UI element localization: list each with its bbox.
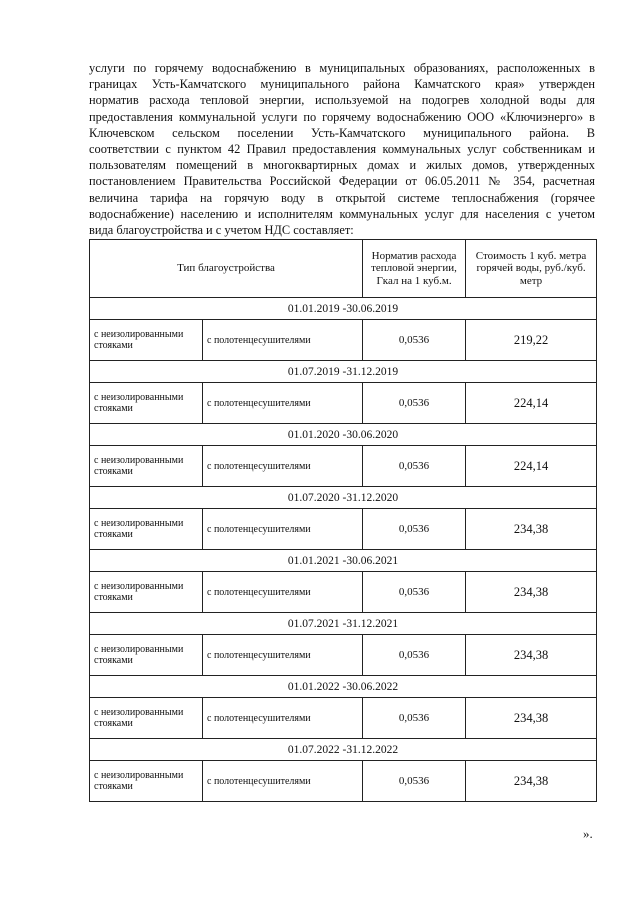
table-header-row: [90, 240, 597, 298]
riser-type-cell: с неизолированными стояками: [90, 446, 203, 487]
header-type-cell: Тип благоустройства: [90, 240, 363, 298]
norm-cell: 0,0536: [363, 635, 466, 676]
price-cell: 234,38: [466, 761, 597, 802]
price-cell: 234,38: [466, 572, 597, 613]
period-row: [90, 676, 597, 698]
period-row: [90, 424, 597, 446]
table-row: [90, 761, 597, 802]
period-cell: 01.01.2021 -30.06.2021: [90, 550, 597, 572]
period-row: [90, 298, 597, 320]
table-row: [90, 320, 597, 361]
norm-cell: 0,0536: [363, 761, 466, 802]
paragraph-line: величина тарифа на горячую воду в открытой системе теплоснабжения (горячее: [89, 190, 595, 205]
towel-dryer-cell: с полотенцесушителями: [203, 572, 363, 613]
norm-cell: 0,0536: [363, 446, 466, 487]
towel-dryer-cell: с полотенцесушителями: [203, 698, 363, 739]
table-row: [90, 383, 597, 424]
riser-type-cell: с неизолированными стояками: [90, 572, 203, 613]
closing-quote: ».: [583, 826, 593, 841]
paragraph-line: соответствии с пунктом 42 Правил предоставления коммунальных услуг собственникам и: [89, 142, 595, 157]
price-cell: 234,38: [466, 698, 597, 739]
paragraph-line: постановлением Правительства Российской Федерации от 06.05.2011 № 354, расчетная: [89, 174, 595, 189]
table-row: [90, 635, 597, 676]
period-cell: 01.07.2019 -31.12.2019: [90, 361, 597, 383]
paragraph-line: водоснабжение) населению и исполнителям коммунальных услуг для населения с учетом: [89, 206, 595, 221]
towel-dryer-cell: с полотенцесушителями: [203, 446, 363, 487]
price-cell: 224,14: [466, 446, 597, 487]
period-row: [90, 487, 597, 509]
paragraph-line: предоставления коммунальной услуги по горячему водоснабжению ООО «Ключиэнерго» в: [89, 109, 595, 124]
paragraph-line: границах Усть-Камчатского муниципального района Камчатского края» утвержден: [89, 77, 595, 92]
riser-type-cell: с неизолированными стояками: [90, 761, 203, 802]
period-cell: 01.01.2022 -30.06.2022: [90, 676, 597, 698]
riser-type-cell: с неизолированными стояками: [90, 383, 203, 424]
norm-cell: 0,0536: [363, 320, 466, 361]
towel-dryer-cell: с полотенцесушителями: [203, 320, 363, 361]
price-cell: 219,22: [466, 320, 597, 361]
riser-type-cell: с неизолированными стояками: [90, 698, 203, 739]
paragraph-line: пользователям помещений в многоквартирных домах и жилых домов, утвержденных: [89, 158, 595, 173]
period-row: [90, 613, 597, 635]
norm-cell: 0,0536: [363, 572, 466, 613]
price-cell: 234,38: [466, 635, 597, 676]
table-row: [90, 446, 597, 487]
towel-dryer-cell: с полотенцесушителями: [203, 383, 363, 424]
tariff-table: [89, 239, 597, 802]
paragraph-line: услуги по горячему водоснабжению в муниципальных образованиях, расположенных в: [89, 61, 595, 75]
period-cell: 01.07.2020 -31.12.2020: [90, 487, 597, 509]
header-norm-cell: Норматив расхода тепловой энергии, Гкал на 1 куб.м.: [363, 240, 466, 298]
body-paragraph: [89, 60, 595, 238]
period-row: [90, 739, 597, 761]
price-cell: 234,38: [466, 509, 597, 550]
period-row: [90, 361, 597, 383]
riser-type-cell: с неизолированными стояками: [90, 320, 203, 361]
norm-cell: 0,0536: [363, 698, 466, 739]
towel-dryer-cell: с полотенцесушителями: [203, 509, 363, 550]
table-row: [90, 698, 597, 739]
period-cell: 01.01.2020 -30.06.2020: [90, 424, 597, 446]
period-cell: 01.07.2021 -31.12.2021: [90, 613, 597, 635]
norm-cell: 0,0536: [363, 509, 466, 550]
period-cell: 01.01.2019 -30.06.2019: [90, 298, 597, 320]
period-cell: 01.07.2022 -31.12.2022: [90, 739, 597, 761]
table-row: [90, 572, 597, 613]
riser-type-cell: с неизолированными стояками: [90, 509, 203, 550]
paragraph-line: норматив расхода тепловой энергии, используемой на подогрев холодной воды для: [89, 93, 595, 108]
paragraph-line: Ключевском сельском поселении Усть-Камчатского муниципального района. В: [89, 125, 595, 140]
riser-type-cell: с неизолированными стояками: [90, 635, 203, 676]
table-row: [90, 509, 597, 550]
header-price-cell: Стоимость 1 куб. метра горячей воды, руб./куб. метр: [466, 240, 597, 298]
period-row: [90, 550, 597, 572]
paragraph-line: вида благоустройства и с учетом НДС составляет:: [89, 223, 354, 238]
price-cell: 224,14: [466, 383, 597, 424]
towel-dryer-cell: с полотенцесушителями: [203, 761, 363, 802]
norm-cell: 0,0536: [363, 383, 466, 424]
towel-dryer-cell: с полотенцесушителями: [203, 635, 363, 676]
